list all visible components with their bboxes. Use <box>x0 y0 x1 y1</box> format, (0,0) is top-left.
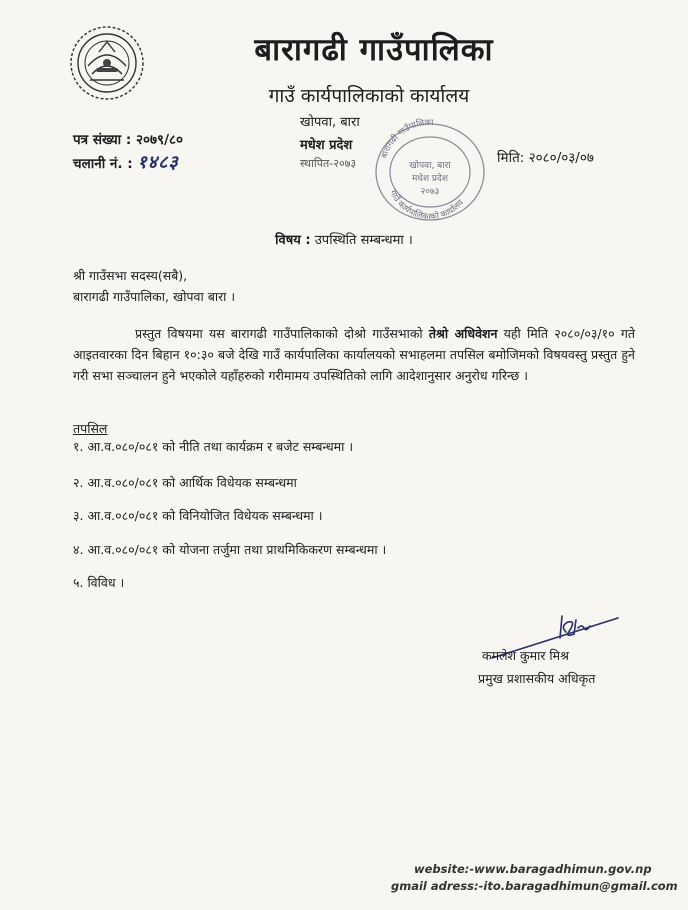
dispatch-number-label: चलानी नं. : <box>73 156 133 172</box>
signatory-title: प्रमुख प्रशासकीय अधिकृत <box>478 671 596 686</box>
subject-text: उपस्थिति सम्बन्धमा । <box>314 233 413 248</box>
subject-label: विषय : <box>275 233 311 248</box>
addressee-line-1: श्री गाउँसभा सदस्य(सबै), <box>73 268 188 283</box>
body-text-bold: तेश्रो अधिवेशन <box>428 326 498 341</box>
agenda-item: ५. विविध । <box>73 575 125 590</box>
agenda-item: ४. आ.व.०८०/०८१ को योजना तर्जुमा तथा प्राथमिकिकरण सम्बन्धमा । <box>73 542 387 557</box>
official-stamp <box>365 110 495 225</box>
letter-date <box>497 148 594 166</box>
addressee-line-2: बारागढी गाउँपालिका, खोपवा बारा । <box>73 289 236 304</box>
agenda-item: १. आ.व.०८०/०८१ को नीति तथा कार्यक्रम र बजेट सम्बन्धमा । <box>73 439 354 454</box>
svg-text:बारागढी गाउँपालिका <box>380 117 435 160</box>
address-line-1: खोपवा, बारा <box>300 115 360 130</box>
body-text-part2: यही मिति २०८०/०३/१० गते आइतवारका दिन बिहान १०:३० बजे देखि गाउँ कार्यपालिका कार्यालयको सभाहलमा तपसिल बमोजिमको विषयवस्तु प्रस्तुत हुने गरी सभा सञ्चालन हुने भएकोले यहाँहरुको गरीमामय उपस्थितिको लागि आदेशानुसार अनुरोध गरिन्छ । <box>73 326 635 383</box>
body-text-part1: प्रस्तुत विषयमा यस बारागढी गाउँपालिकाको दोश्रो गाउँसभाको <box>135 326 429 341</box>
stamp-text-bottom: गाउँ कार्यपालिकाको कार्यालय <box>387 188 466 223</box>
agenda-heading: तपसिल <box>73 421 108 436</box>
footer-email[interactable]: gmail adress:-ito.baragadhimun@gmail.com <box>391 879 678 893</box>
subject-line <box>0 230 688 248</box>
footer-website[interactable]: website:-www.baragadhimun.gov.np <box>414 862 652 876</box>
letter-number-value: २०७९/८० <box>135 132 184 148</box>
stamp-text-province: मधेश प्रदेश <box>412 174 448 184</box>
stamp-text-top: बारागढी गाउँपालिका <box>379 117 434 160</box>
stamp-text-center: खोपवा, बारा <box>409 161 451 171</box>
signatory-name: कमलेश कुमार मिश्र <box>482 648 569 663</box>
stamp-text-year: २०७३ <box>420 187 440 197</box>
address-line-2: मधेश प्रदेश <box>300 138 353 153</box>
body-paragraph <box>73 323 635 386</box>
date-label: मिति: <box>497 150 525 166</box>
agenda-item: २. आ.व.०८०/०८१ को आर्थिक विधेयक सम्बन्धमा <box>73 475 297 490</box>
established-text: स्थापित-२०७३ <box>300 157 357 170</box>
agenda-item: ३. आ.व.०८०/०८१ को विनियोजित विधेयक सम्बन्धमा । <box>73 508 323 523</box>
dispatch-number-value: १४८३ <box>137 152 179 173</box>
dispatch-number <box>73 150 179 174</box>
date-value: २०८०/०३/०७ <box>528 150 594 166</box>
office-title: बारागढी गाउँपालिका <box>254 32 494 68</box>
letter-number-label: पत्र संख्या : <box>73 132 132 148</box>
office-subtitle: गाउँ कार्यपालिकाको कार्यालय <box>268 85 470 107</box>
letter-number <box>73 130 183 148</box>
